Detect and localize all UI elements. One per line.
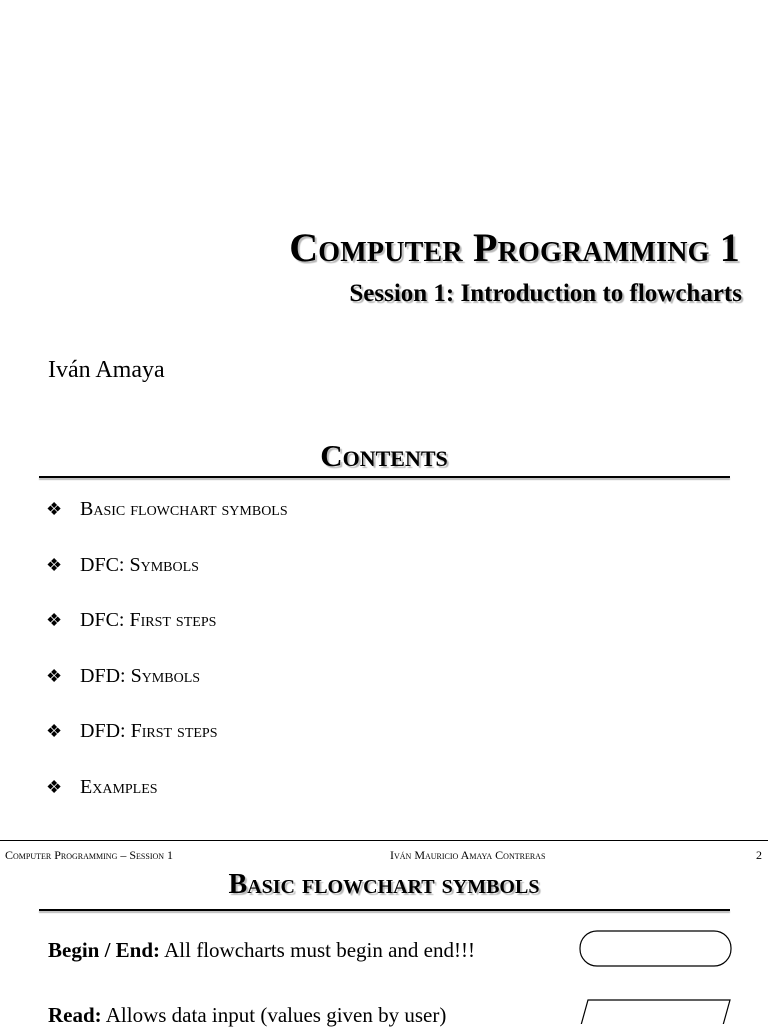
section-heading: Basic flowchart symbols: [228, 869, 540, 900]
symbol-row-begin-end: [48, 938, 475, 963]
page-title: Computer Programming 1: [289, 225, 740, 270]
footer-course: Computer Programming – Session 1: [5, 848, 174, 862]
author-name: Iván Amaya: [48, 357, 165, 383]
section-divider: [39, 909, 730, 911]
list-item-label: DFC: First steps: [80, 609, 217, 632]
list-item-label: DFD: First steps: [80, 720, 218, 743]
list-item: [46, 717, 288, 773]
symbol-description: All flowcharts must begin and end!!!: [160, 938, 475, 962]
symbol-description: Allows data input (values given by user): [101, 1003, 447, 1027]
parallelogram-icon: [578, 996, 734, 1024]
list-item-label: Basic flowchart symbols: [80, 498, 288, 520]
list-item: [46, 495, 288, 551]
diamond-bullet-icon: ❖: [46, 610, 63, 631]
list-item-label: Examples: [80, 775, 158, 798]
page-separator: [0, 840, 768, 841]
symbol-term: Read:: [48, 1003, 102, 1027]
list-item: [46, 606, 288, 662]
list-item-label: DFC: Symbols: [80, 553, 199, 576]
page-subtitle: Session 1: Introduction to flowcharts: [349, 280, 742, 307]
diamond-bullet-icon: ❖: [46, 776, 63, 797]
list-item: [46, 773, 288, 829]
footer-author: Iván Mauricio Amaya Contreras: [390, 848, 546, 862]
symbol-term: Begin / End:: [48, 938, 161, 962]
symbol-row-read: [48, 1003, 446, 1028]
list-item-label: DFD: Symbols: [80, 664, 201, 687]
list-item: [46, 551, 288, 607]
contents-divider: [39, 476, 730, 478]
list-item: [46, 662, 288, 718]
terminator-icon: [578, 929, 734, 969]
diamond-bullet-icon: ❖: [46, 554, 63, 575]
contents-list: [46, 495, 288, 829]
diamond-bullet-icon: ❖: [46, 721, 63, 742]
diamond-bullet-icon: ❖: [46, 665, 63, 686]
footer-page-number: 2: [756, 848, 762, 862]
contents-heading: Contents: [320, 438, 448, 473]
diamond-bullet-icon: ❖: [46, 499, 63, 519]
